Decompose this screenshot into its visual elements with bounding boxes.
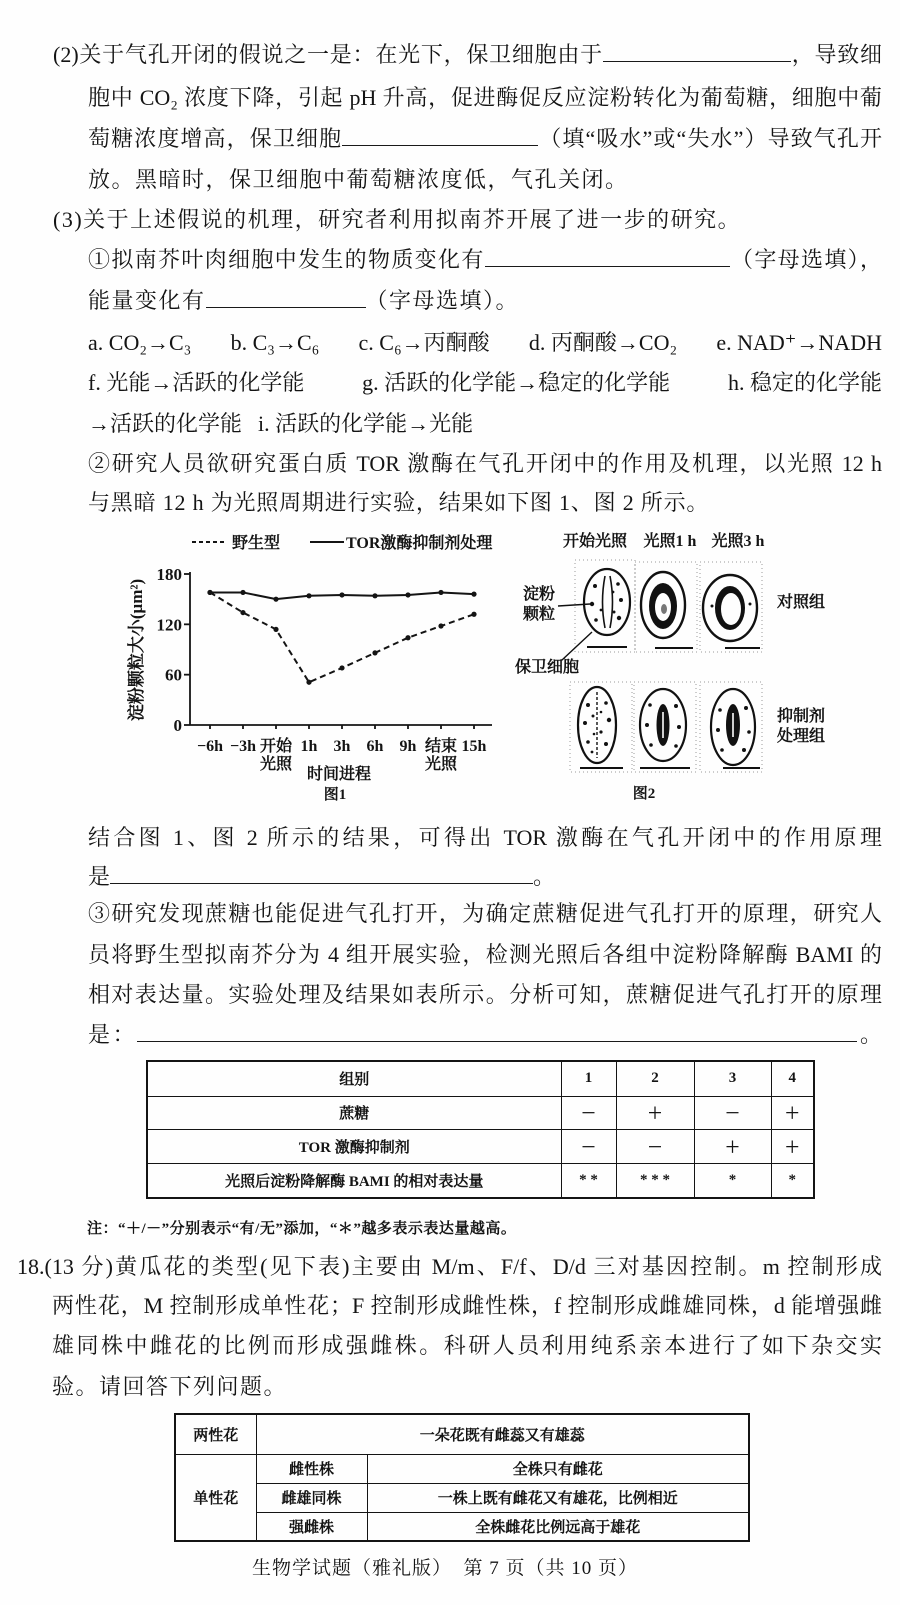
question-text: ①拟南芥叶肉细胞中发生的物质变化有 (88, 247, 485, 272)
x-axis-title: 时间进程 (306, 766, 372, 783)
table-row (147, 1129, 814, 1163)
data-point (405, 635, 410, 640)
table-row (175, 1512, 749, 1541)
text-line: 验。请回答下列问题。 (52, 1374, 288, 1399)
table-cell: * (771, 1163, 814, 1198)
x-tick-label: 6h (366, 738, 384, 755)
question-text: 能量变化有 (88, 288, 206, 313)
question-text: (2)关于气孔开闭的假说之一是：在光下，保卫细胞由于 (53, 42, 603, 67)
stoma-inhibitor-1h (640, 689, 690, 768)
option-d: d. 丙酮酸→CO₂ (528, 330, 678, 355)
stoma-control-3h (703, 575, 760, 648)
y-tick-label: 180 (156, 565, 182, 584)
stoma-inhibitor-start (578, 687, 623, 768)
table-cell: 一朵花既有雌蕊又有雄蕊 (256, 1414, 749, 1454)
x-tick-label: 结束光照 (424, 738, 458, 773)
figure2-column-light-3h: 光照3 h (711, 533, 765, 550)
table-cell: ＋ (771, 1129, 814, 1163)
text-line: ②研究人员欲研究蛋白质 TOR 激酶在气孔开闭中的作用及机理，以光照 12 h (88, 451, 882, 476)
text-line: 胞中 CO₂ 浓度下降，引起 pH 升高，促进酶促反应淀粉转化为葡萄糖，细胞中葡 (88, 85, 882, 110)
x-tick-label: 开始光照 (259, 738, 293, 773)
guard-cell-label: 保卫细胞 (515, 659, 580, 676)
subtype-cell: 雌雄同株 (256, 1483, 367, 1512)
data-point (405, 592, 410, 597)
data-point (273, 627, 278, 632)
data-point (372, 650, 377, 655)
x-tick-label: 9h (399, 738, 417, 755)
table-cell: ＋ (771, 1096, 814, 1129)
table-row (175, 1483, 749, 1512)
table-cell: 全株雌花比例远高于雄花 (367, 1512, 749, 1541)
option-e: e. NAD⁺→NADH (716, 330, 882, 355)
x-tick-label: 1h (300, 738, 318, 755)
row-label: 两性花 (175, 1414, 256, 1454)
option-i: i. 活跃的化学能→光能 (258, 411, 474, 436)
table-cell: 一株上既有雌花又有雄花，比例相近 (367, 1483, 749, 1512)
flower-type-table (174, 1413, 750, 1542)
header-cell: 组别 (147, 1061, 561, 1096)
option-g: g. 活跃的化学能→稳定的化学能 (362, 370, 671, 395)
question-text: （填“吸水”或“失水”）导致气孔开 (538, 126, 882, 151)
data-point (240, 610, 245, 615)
data-point (339, 592, 344, 597)
options-line (88, 368, 882, 398)
header-cell: 2 (616, 1061, 694, 1096)
y-axis-title: 淀粉颗粒大小(μm²) (127, 578, 146, 722)
y-tick-label: 120 (156, 615, 182, 635)
subtype-cell: 强雌株 (256, 1512, 367, 1541)
figure2-row-control: 对照组 (777, 594, 826, 611)
stoma-control-start (584, 569, 630, 647)
text-line (88, 245, 882, 275)
answer-blank (137, 1023, 857, 1042)
table-cell: － (561, 1096, 616, 1129)
experiment-table (146, 1060, 815, 1199)
text-line (88, 1020, 882, 1050)
question-text: （字母选填）， (729, 247, 882, 272)
table-cell: 全株只有雌花 (367, 1454, 749, 1483)
table-cell: * * * (616, 1163, 694, 1198)
data-point (306, 680, 311, 685)
plot-area (157, 565, 487, 773)
text-line: 两性花，M 控制形成单性花；F 控制形成雌性株，f 控制形成雌雄同株，d 能增强雌 (52, 1293, 882, 1318)
text-line: 结合图 1、图 2 所示的结果，可得出 TOR 激酶在气孔开闭中的作用原理 (88, 825, 882, 850)
table-cell: * (694, 1163, 771, 1198)
text-line: 放。黑暗时，保卫细胞中葡萄糖浓度低，气孔关闭。 (88, 167, 629, 192)
legend-label-wild-type: 野生型 (232, 535, 281, 552)
figure2-column-light-1h: 光照1 h (643, 533, 697, 550)
x-tick-label: −3h (229, 738, 257, 755)
text-line (88, 862, 555, 892)
table-cell: * * (561, 1163, 616, 1198)
question-text: 。 (857, 1022, 882, 1047)
option-h-continued: →活跃的化学能 (88, 411, 243, 436)
text-line: 员将野生型拟南芥分为 4 组开展实验，检测光照后各组中淀粉降解酶 BAMI 的 (88, 942, 882, 967)
data-point (471, 612, 476, 617)
data-point (240, 590, 245, 595)
table-note: 注：“＋/－”分别表示“有/无”添加，“＊”越多表示表达量越高。 (87, 1221, 517, 1237)
answer-blank (110, 865, 533, 884)
y-tick-label: 60 (165, 665, 182, 685)
row-label: 蔗糖 (147, 1096, 561, 1129)
text-line: ③研究发现蔗糖也能促进气孔打开，为确定蔗糖促进气孔打开的原理，研究人 (88, 901, 882, 926)
text-line: 相对表达量。实验处理及结果如表所示。分析可知，蔗糖促进气孔打开的原理 (88, 982, 882, 1007)
figure1-line-chart (120, 520, 510, 805)
table-row (175, 1414, 749, 1454)
text-line: 与黑暗 12 h 为光照周期进行实验，结果如下图 1、图 2 所示。 (88, 490, 710, 515)
table-row (147, 1163, 814, 1198)
option-a: a. CO₂→C₃ (88, 330, 192, 355)
text-line (53, 40, 882, 70)
question-text: ，导致细 (790, 42, 882, 67)
data-point (438, 623, 443, 628)
text-line (88, 286, 519, 316)
legend-label-tor-inhibitor: TOR激酶抑制剂处理 (346, 535, 493, 552)
option-f: f. 光能→活跃的化学能 (88, 370, 305, 395)
table-cell: ＋ (616, 1096, 694, 1129)
question-text: 萄糖浓度增高，保卫细胞 (88, 126, 343, 151)
data-point (339, 665, 344, 670)
table-cell: － (694, 1096, 771, 1129)
x-tick-label: 3h (333, 738, 351, 755)
text-line: 雄同株中雌花的比例而形成强雌株。科研人员利用纯系亲本进行了如下杂交实 (52, 1333, 882, 1358)
stoma-control-1h (641, 572, 693, 648)
header-cell: 1 (561, 1061, 616, 1096)
starch-granule-label: 淀粉颗粒 (523, 586, 556, 623)
header-cell: 4 (771, 1061, 814, 1096)
table-row (147, 1096, 814, 1129)
row-label: 光照后淀粉降解酶 BAMI 的相对表达量 (147, 1163, 561, 1198)
table-cell: － (616, 1129, 694, 1163)
options-line (88, 409, 473, 439)
subtype-cell: 雌性株 (256, 1454, 367, 1483)
question-text: 是 (88, 864, 111, 889)
options-line (88, 328, 882, 358)
answer-blank (206, 289, 366, 308)
data-point (207, 590, 212, 595)
answer-blank (342, 127, 538, 146)
data-point (273, 597, 278, 602)
figure2-row-inhibitor: 抑制剂处理组 (777, 708, 826, 745)
text-line (88, 124, 882, 154)
header-cell: 3 (694, 1061, 771, 1096)
y-tick-label: 0 (173, 716, 182, 735)
option-c: c. C₆→丙酮酸 (358, 330, 490, 355)
row-label: TOR 激酶抑制剂 (147, 1129, 561, 1163)
figure2-caption: 图2 (632, 786, 656, 802)
data-point (306, 593, 311, 598)
question-text: 。 (533, 864, 556, 889)
data-point (438, 590, 443, 595)
x-tick-label: 15h (461, 738, 487, 755)
figure1-caption: 图1 (323, 787, 347, 803)
row-label: 单性花 (175, 1454, 256, 1541)
answer-blank (603, 43, 791, 62)
figure2-column-start-light: 开始光照 (562, 533, 627, 550)
text-line: (3)关于上述假说的机理，研究者利用拟南芥开展了进一步的研究。 (53, 207, 742, 232)
table-cell: － (561, 1129, 616, 1163)
table-header-row (147, 1061, 814, 1096)
table-cell: ＋ (694, 1129, 771, 1163)
page-footer: 生物学试题（雅礼版） 第 7 页（共 10 页） (251, 1558, 638, 1579)
question-text: （字母选填）。 (365, 288, 520, 313)
data-point (471, 592, 476, 597)
option-b: b. C₃→C₆ (230, 330, 320, 355)
stoma-inhibitor-3h (711, 689, 760, 768)
table-row (175, 1454, 749, 1483)
option-h: h. 稳定的化学能 (727, 370, 882, 395)
x-tick-label: −6h (196, 738, 224, 755)
answer-blank (485, 248, 730, 267)
chart-legend (192, 533, 493, 552)
data-point (372, 593, 377, 598)
text-line: 18.(13 分)黄瓜花的类型(见下表)主要由 M/m、F/f、D/d 三对基因控制。m 控制形成 (17, 1254, 882, 1279)
question-text: 是： (88, 1022, 138, 1047)
